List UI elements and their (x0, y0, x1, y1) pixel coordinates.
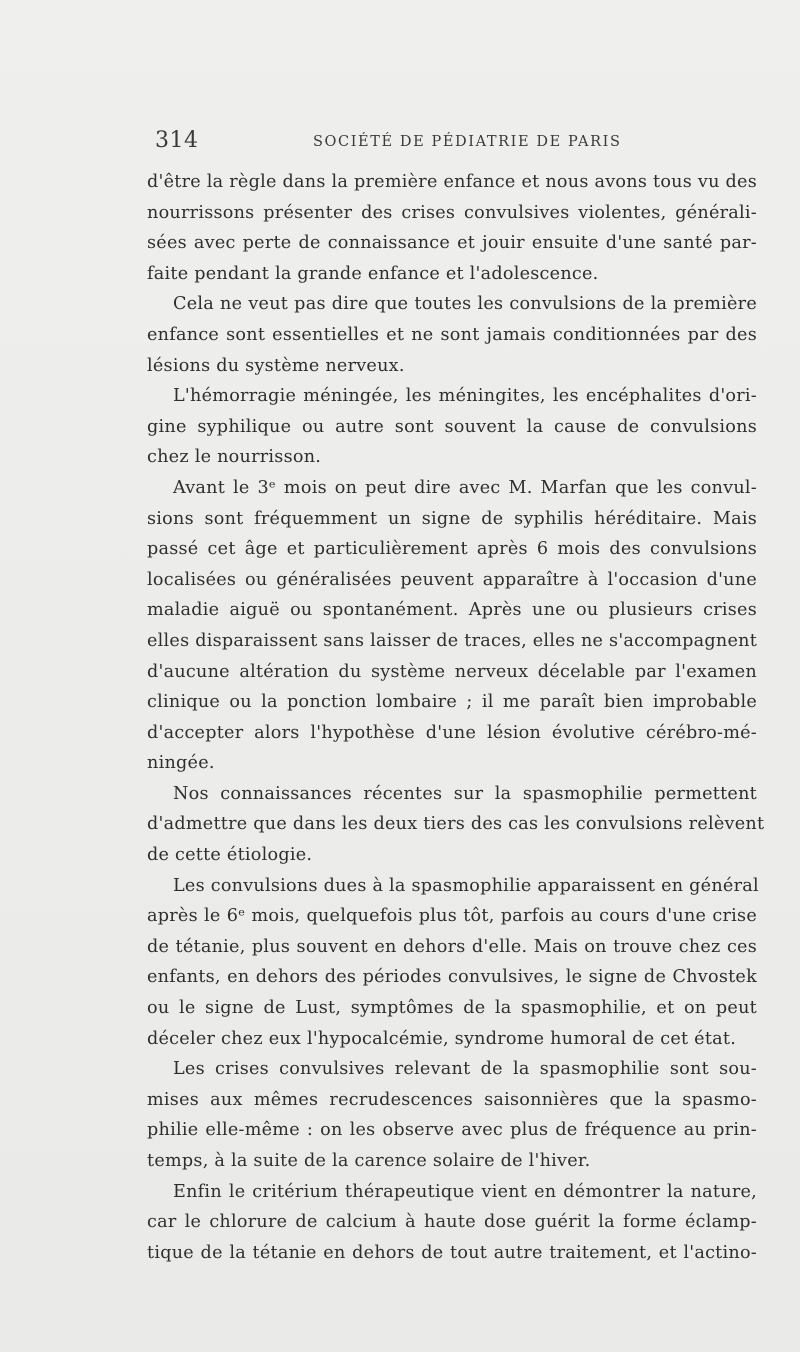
text-line: philie elle-même : on les observe avec plus de fréquence au prin- (147, 1120, 757, 1141)
text-line: d'admettre que dans les deux tiers des cas les convulsions relèvent (147, 814, 765, 835)
text-line: d'accepter alors l'hypothèse d'une lésion évolutive cérébro-mé- (147, 722, 757, 743)
text-line: faite pendant la grande enfance et l'adolescence. (147, 263, 599, 284)
text-line: ningée. (147, 753, 215, 774)
text-line: de tétanie, plus souvent en dehors d'elle. Mais on trouve chez ces (147, 936, 757, 957)
text-line: localisées ou généralisées peuvent apparaître à l'occasion d'une (147, 569, 757, 590)
text-line: temps, à la suite de la carence solaire de l'hiver. (147, 1151, 591, 1171)
text-line: car le chlorure de calcium à haute dose guérit la forme éclamp- (147, 1212, 757, 1233)
text-line: tique de la tétanie en dehors de tout autre traitement, et l'actino- (147, 1242, 757, 1263)
text-line: Cela ne veut pas dire que toutes les convulsions de la première (173, 294, 757, 315)
text-line: enfance sont essentielles et ne sont jamais conditionnées par des (147, 324, 757, 345)
text-line: clinique ou la ponction lombaire ; il me paraît bien improbable (147, 692, 757, 713)
text-line: passé cet âge et particulièrement après 6 mois des convulsions (147, 539, 757, 560)
text-line: d'être la règle dans la première enfance et nous avons tous vu des (147, 172, 757, 192)
text-line: Enfin le critérium thérapeutique vient en démontrer la nature, (173, 1181, 757, 1202)
body-text (147, 167, 765, 1268)
text-line: sions sont fréquemment un signe de syphilis héréditaire. Mais (147, 508, 757, 529)
text-line: ou le signe de Lust, symptômes de la spasmophilie, et on peut (147, 998, 757, 1019)
text-line: lésions du système nerveux. (147, 355, 405, 376)
text-line: mises aux mêmes recrudescences saisonnières que la spasmo- (147, 1089, 757, 1110)
text-line: enfants, en dehors des périodes convulsives, le signe de Chvostek (147, 967, 757, 988)
text-line: de cette étiologie. (147, 845, 313, 866)
text-line: sées avec perte de connaissance et jouir ensuite d'une santé par- (147, 233, 757, 254)
text-line: Avant le 3ᵉ mois on peut dire avec M. Marfan que les convul- (173, 477, 757, 498)
page-header (155, 128, 755, 158)
text-line: nourrissons présenter des crises convulsives violentes, générali- (147, 202, 757, 223)
text-line: Nos connaissances récentes sur la spasmophilie permettent (173, 783, 757, 804)
text-line: d'aucune altération du système nerveux décelable par l'examen (147, 661, 757, 682)
text-line: L'hémorragie méningée, les méningites, les encéphalites d'ori- (173, 386, 757, 407)
text-line: maladie aiguë ou spontanément. Après une ou plusieurs crises (147, 600, 757, 621)
text-line: Les convulsions dues à la spasmophilie apparaissent en général (173, 875, 759, 896)
text-line: Les crises convulsives relevant de la spasmophilie sont sou- (173, 1059, 757, 1080)
text-line: après le 6ᵉ mois, quelquefois plus tôt, parfois au cours d'une crise (147, 906, 757, 927)
text-line: gine syphilique ou autre sont souvent la cause de convulsions (147, 416, 757, 437)
text-line: déceler chez eux l'hypocalcémie, syndrome humoral de cet état. (147, 1028, 737, 1049)
running-head: SOCIÉTÉ DE PÉDIATRIE DE PARIS (313, 134, 622, 150)
page-number: 314 (155, 128, 199, 153)
text-line: elles disparaissent sans laisser de traces, elles ne s'accompagnent (147, 630, 758, 651)
text-line: chez le nourrisson. (147, 447, 322, 468)
